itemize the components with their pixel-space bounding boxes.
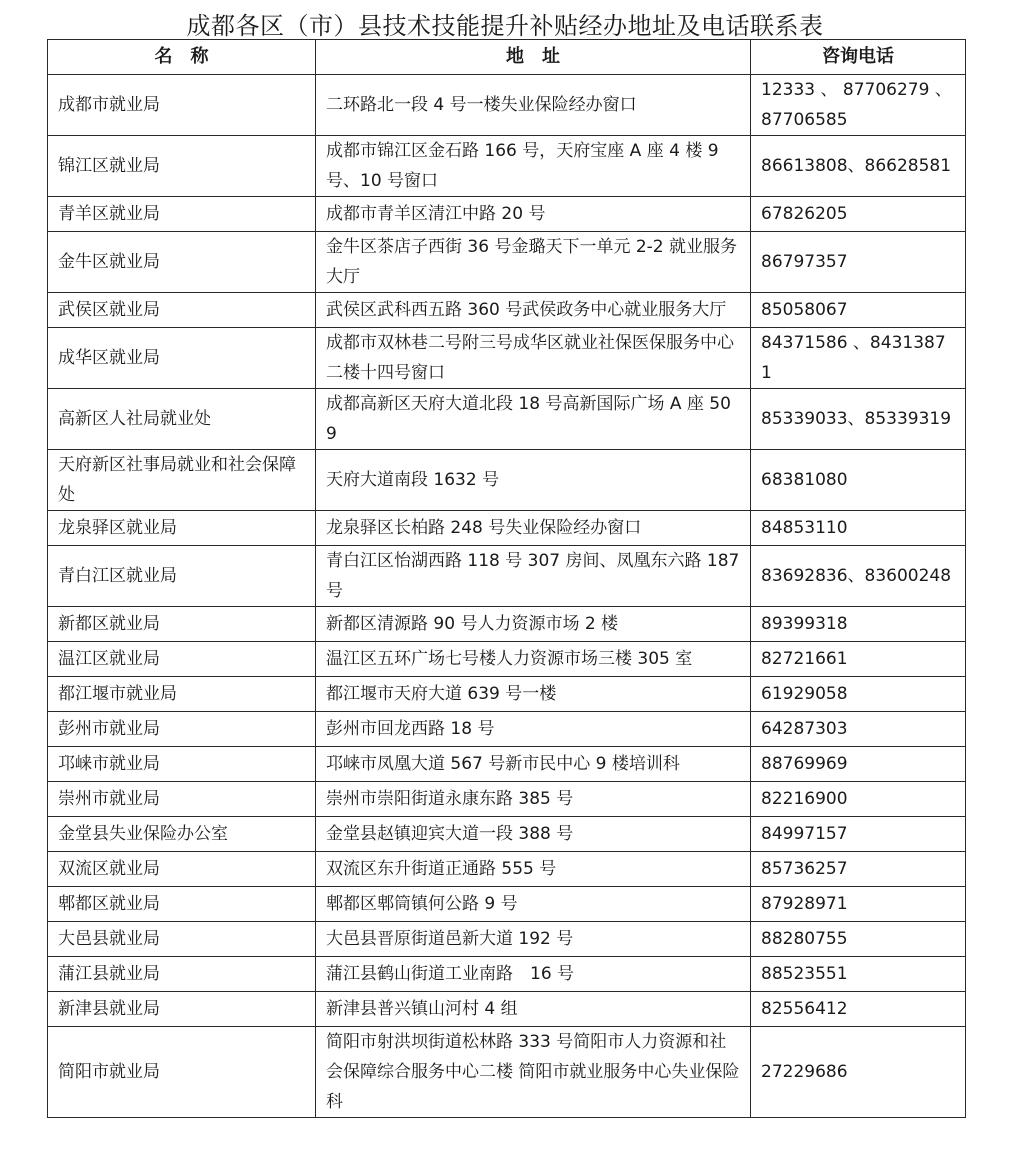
cell-name: 蒲江县就业局 xyxy=(48,957,316,992)
table-row xyxy=(48,887,966,922)
cell-name: 成都市就业局 xyxy=(48,75,316,136)
table-row xyxy=(48,642,966,677)
cell-phone: 84997157 xyxy=(751,817,966,852)
cell-phone: 68381080 xyxy=(751,450,966,511)
cell-phone: 83692836、83600248 xyxy=(751,546,966,607)
table-row xyxy=(48,607,966,642)
cell-phone: 82721661 xyxy=(751,642,966,677)
cell-phone: 86613808、86628581 xyxy=(751,136,966,197)
cell-name: 都江堰市就业局 xyxy=(48,677,316,712)
cell-phone: 27229686 xyxy=(751,1027,966,1118)
cell-address: 成都市青羊区清江中路 20 号 xyxy=(316,197,751,232)
table-header-row xyxy=(48,40,966,75)
cell-name: 高新区人社局就业处 xyxy=(48,389,316,450)
cell-address: 新都区清源路 90 号人力资源市场 2 楼 xyxy=(316,607,751,642)
header-address: 地 址 xyxy=(316,40,751,75)
cell-name: 青白江区就业局 xyxy=(48,546,316,607)
cell-phone: 64287303 xyxy=(751,712,966,747)
cell-name: 郫都区就业局 xyxy=(48,887,316,922)
table-row xyxy=(48,992,966,1027)
cell-name: 锦江区就业局 xyxy=(48,136,316,197)
cell-name: 温江区就业局 xyxy=(48,642,316,677)
cell-address: 天府大道南段 1632 号 xyxy=(316,450,751,511)
cell-address: 武侯区武科西五路 360 号武侯政务中心就业服务大厅 xyxy=(316,293,751,328)
cell-name: 邛崃市就业局 xyxy=(48,747,316,782)
cell-name: 新都区就业局 xyxy=(48,607,316,642)
table-row xyxy=(48,450,966,511)
table-row xyxy=(48,197,966,232)
cell-phone: 88769969 xyxy=(751,747,966,782)
cell-name: 成华区就业局 xyxy=(48,328,316,389)
table-row xyxy=(48,957,966,992)
cell-phone: 84853110 xyxy=(751,511,966,546)
contact-table xyxy=(47,39,966,1118)
cell-phone: 86797357 xyxy=(751,232,966,293)
page-title: 成都各区（市）县技术技能提升补贴经办地址及电话联系表 xyxy=(186,12,824,40)
cell-address: 郫都区郫筒镇何公路 9 号 xyxy=(316,887,751,922)
cell-phone: 88523551 xyxy=(751,957,966,992)
cell-address: 简阳市射洪坝街道松林路 333 号简阳市人力资源和社会保障综合服务中心二楼 简阳市就业服务中心失业保险科 xyxy=(316,1027,751,1118)
table-row xyxy=(48,293,966,328)
cell-phone: 89399318 xyxy=(751,607,966,642)
cell-name: 武侯区就业局 xyxy=(48,293,316,328)
cell-phone: 82556412 xyxy=(751,992,966,1027)
cell-address: 成都市锦江区金石路 166 号，天府宝座 A 座 4 楼 9 号、10 号窗口 xyxy=(316,136,751,197)
table-row xyxy=(48,852,966,887)
cell-phone: 85058067 xyxy=(751,293,966,328)
cell-address: 金堂县赵镇迎宾大道一段 388 号 xyxy=(316,817,751,852)
cell-address: 二环路北一段 4 号一楼失业保险经办窗口 xyxy=(316,75,751,136)
table-row xyxy=(48,1027,966,1118)
cell-address: 邛崃市凤凰大道 567 号新市民中心 9 楼培训科 xyxy=(316,747,751,782)
table-row xyxy=(48,328,966,389)
table-row xyxy=(48,817,966,852)
cell-name: 崇州市就业局 xyxy=(48,782,316,817)
cell-name: 金堂县失业保险办公室 xyxy=(48,817,316,852)
table-row xyxy=(48,677,966,712)
cell-name: 新津县就业局 xyxy=(48,992,316,1027)
table-row xyxy=(48,136,966,197)
cell-address: 温江区五环广场七号楼人力资源市场三楼 305 室 xyxy=(316,642,751,677)
cell-address: 彭州市回龙西路 18 号 xyxy=(316,712,751,747)
table-row xyxy=(48,782,966,817)
cell-address: 青白江区怡湖西路 118 号 307 房间、凤凰东六路 187 号 xyxy=(316,546,751,607)
cell-phone: 67826205 xyxy=(751,197,966,232)
table-row xyxy=(48,922,966,957)
cell-address: 新津县普兴镇山河村 4 组 xyxy=(316,992,751,1027)
cell-name: 双流区就业局 xyxy=(48,852,316,887)
cell-name: 简阳市就业局 xyxy=(48,1027,316,1118)
cell-name: 青羊区就业局 xyxy=(48,197,316,232)
cell-phone: 85339033、85339319 xyxy=(751,389,966,450)
cell-name: 彭州市就业局 xyxy=(48,712,316,747)
cell-name: 龙泉驿区就业局 xyxy=(48,511,316,546)
header-name: 名 称 xyxy=(48,40,316,75)
table-row xyxy=(48,546,966,607)
cell-name: 金牛区就业局 xyxy=(48,232,316,293)
cell-address: 金牛区茶店子西街 36 号金璐天下一单元 2-2 就业服务大厅 xyxy=(316,232,751,293)
cell-phone: 87928971 xyxy=(751,887,966,922)
cell-phone: 85736257 xyxy=(751,852,966,887)
table-row xyxy=(48,389,966,450)
cell-address: 龙泉驿区长柏路 248 号失业保险经办窗口 xyxy=(316,511,751,546)
cell-address: 都江堰市天府大道 639 号一楼 xyxy=(316,677,751,712)
table-row xyxy=(48,712,966,747)
cell-address: 崇州市崇阳街道永康东路 385 号 xyxy=(316,782,751,817)
table-row xyxy=(48,75,966,136)
table-row xyxy=(48,232,966,293)
cell-phone: 84371586 、84313871 xyxy=(751,328,966,389)
cell-address: 双流区东升街道正通路 555 号 xyxy=(316,852,751,887)
cell-phone: 61929058 xyxy=(751,677,966,712)
cell-address: 大邑县晋原街道邑新大道 192 号 xyxy=(316,922,751,957)
cell-phone: 82216900 xyxy=(751,782,966,817)
cell-address: 成都高新区天府大道北段 18 号高新国际广场 A 座 509 xyxy=(316,389,751,450)
cell-phone: 88280755 xyxy=(751,922,966,957)
cell-address: 蒲江县鹤山街道工业南路 16 号 xyxy=(316,957,751,992)
cell-address: 成都市双林巷二号附三号成华区就业社保医保服务中心二楼十四号窗口 xyxy=(316,328,751,389)
cell-name: 大邑县就业局 xyxy=(48,922,316,957)
table-row xyxy=(48,511,966,546)
cell-phone: 12333 、 87706279 、 87706585 xyxy=(751,75,966,136)
header-phone: 咨询电话 xyxy=(751,40,966,75)
cell-name: 天府新区社事局就业和社会保障处 xyxy=(48,450,316,511)
table-row xyxy=(48,747,966,782)
